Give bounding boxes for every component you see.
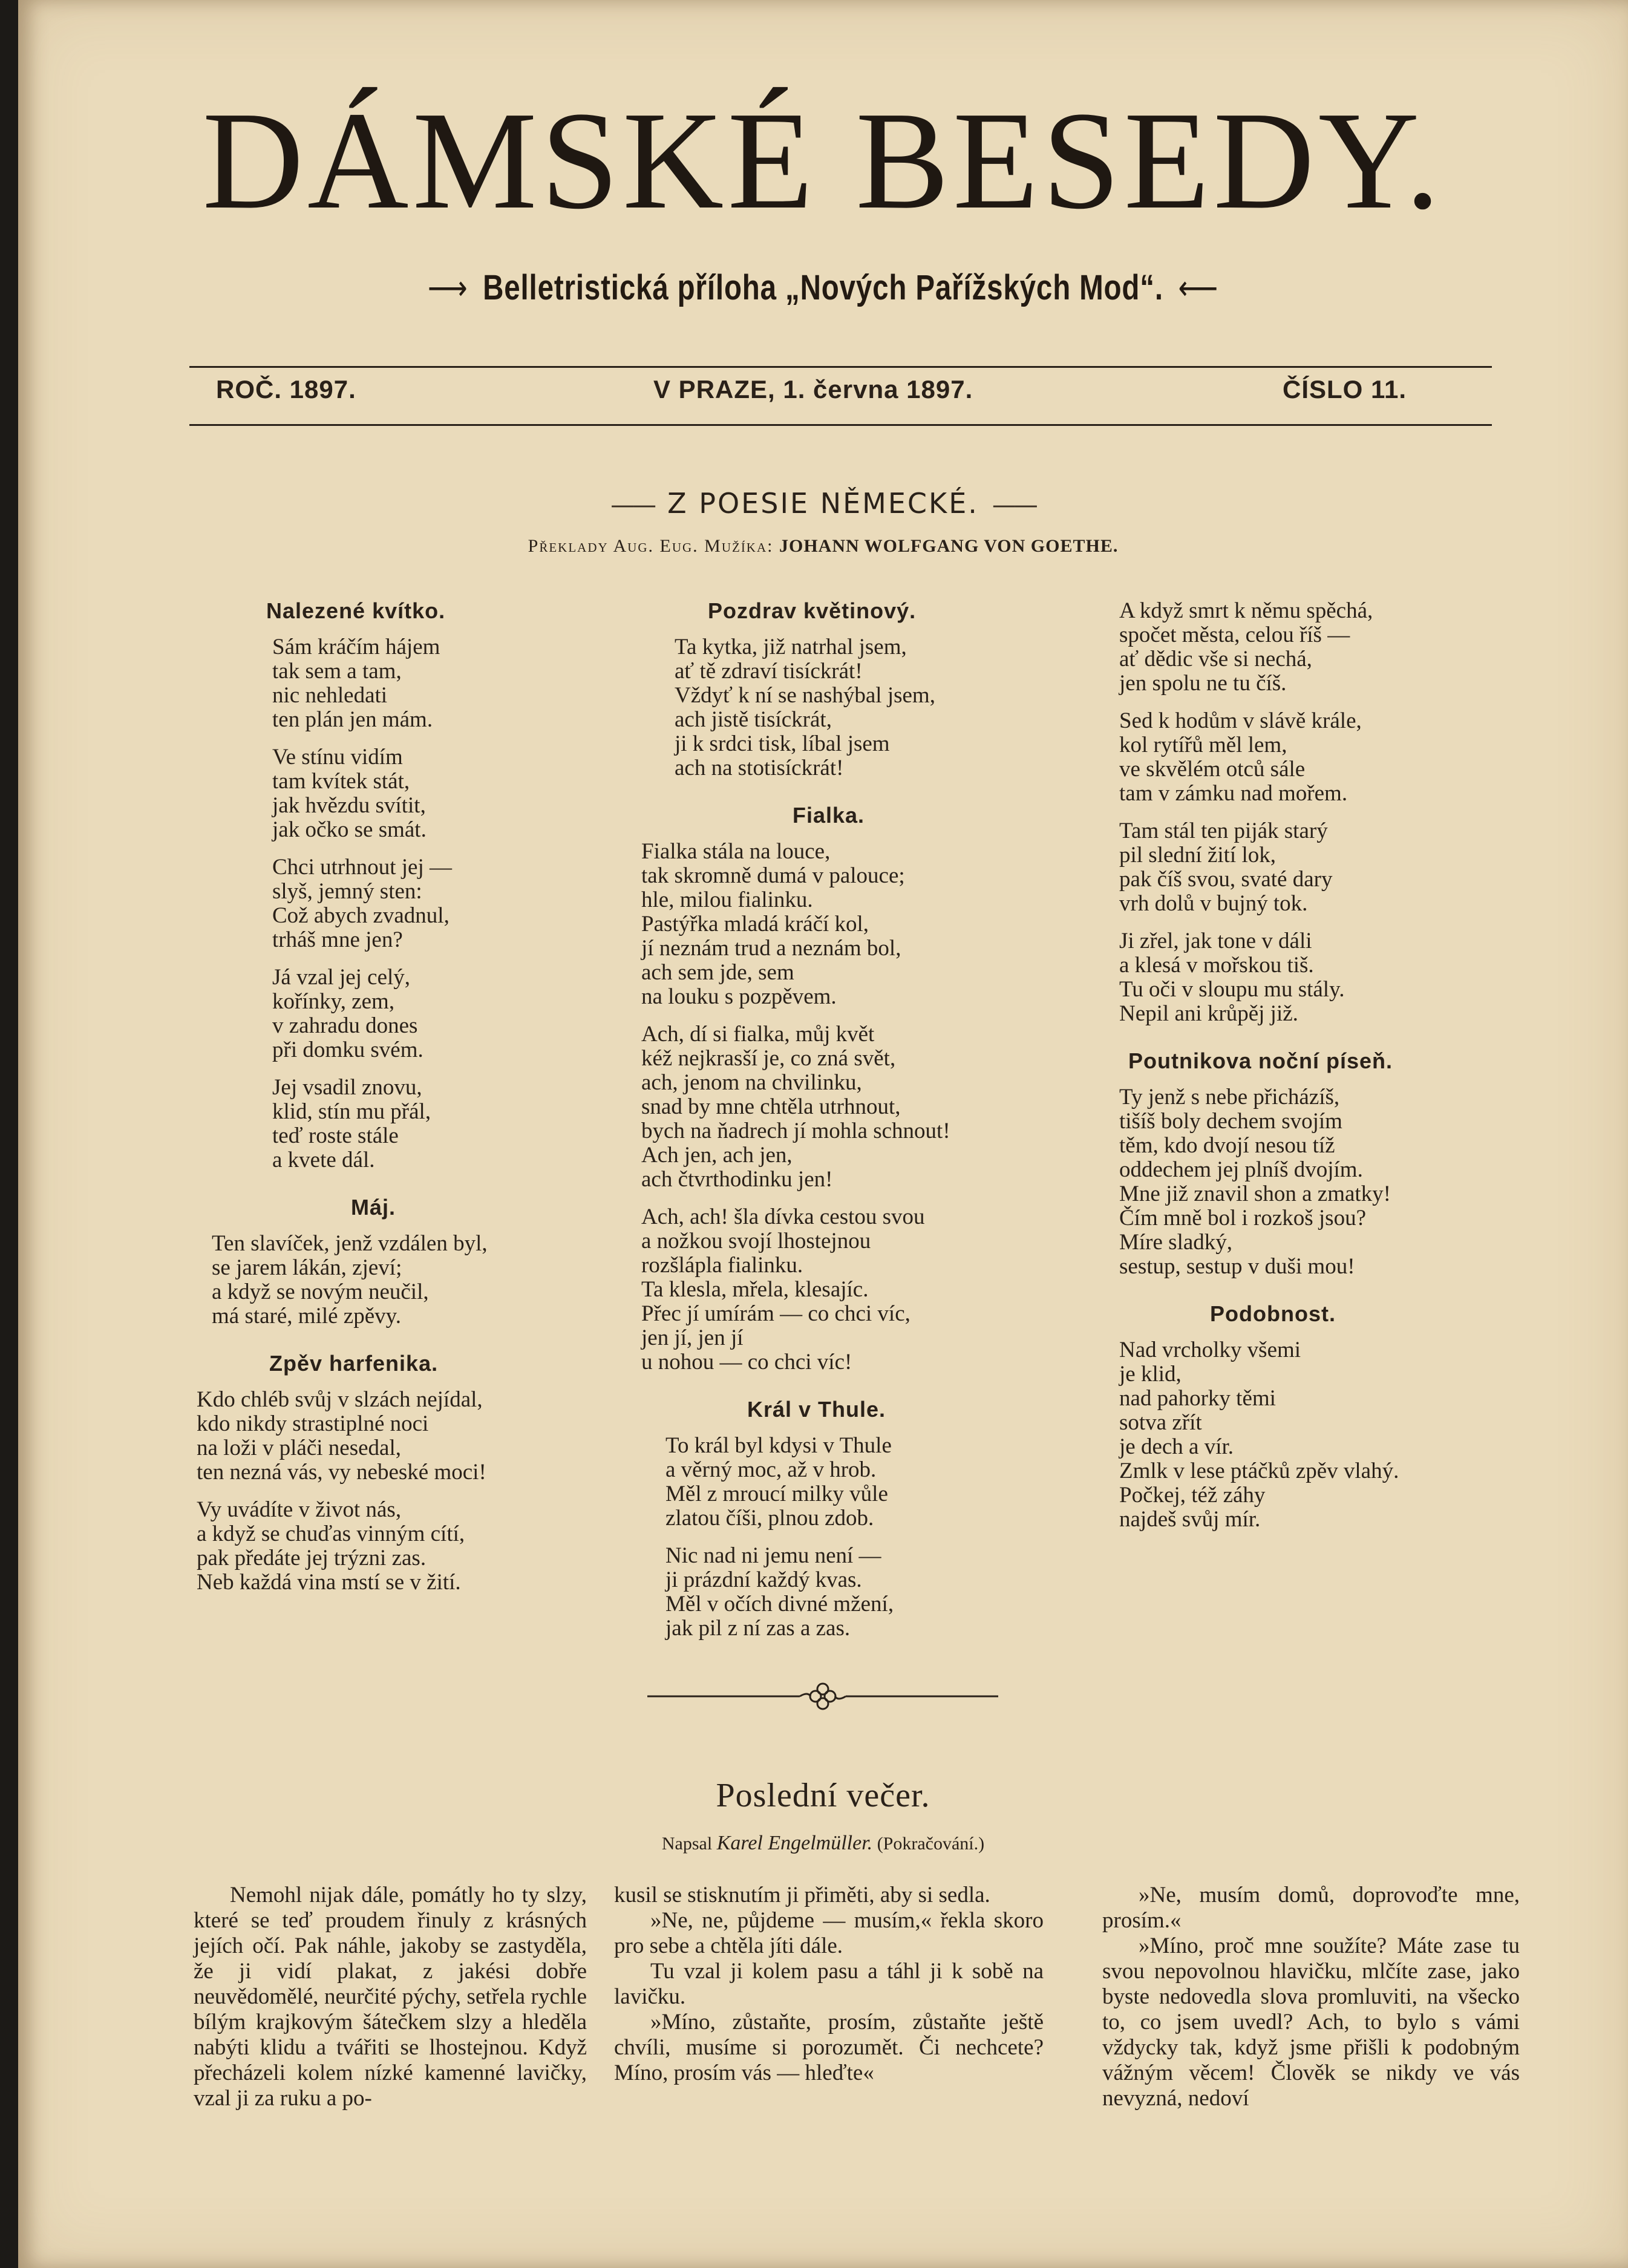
verse-line: hle, milou fialinku. <box>641 887 813 912</box>
right-flourish-icon: ⟵ <box>1178 269 1219 308</box>
verse-line: tak sem a tam, <box>272 659 402 684</box>
verse-line: Já vzal jej celý, <box>272 965 411 990</box>
story-column-2 <box>614 1883 1044 2086</box>
verse-line: Mne již znavil shon a zmatky! <box>1119 1181 1391 1206</box>
verse-line: Což abych zvadnul, <box>272 903 449 928</box>
poet-name: JOHANN WOLFGANG VON GOETHE. <box>779 536 1119 556</box>
verse-line: Sám kráčím hájem <box>272 635 440 659</box>
verse-line: Měl v očích divné mžení, <box>665 1592 894 1616</box>
newspaper-page <box>18 0 1628 2268</box>
verse-line: Sed k hodům v slávě krále, <box>1119 708 1362 733</box>
verse-line: při domku svém. <box>272 1038 423 1062</box>
stanza <box>194 1498 569 1595</box>
section-heading <box>18 487 1628 520</box>
verse-line: a kvete dál. <box>272 1148 375 1172</box>
verse-line: je dech a vír. <box>1119 1434 1234 1459</box>
verse-line: jak očko se smát. <box>272 817 427 842</box>
verse-line: Měl z mroucí milky vůle <box>665 1482 888 1506</box>
verse-line: a když se novým neučil, <box>212 1279 429 1304</box>
verse-line: nad pahorky těmi <box>1119 1386 1276 1411</box>
stanza <box>194 635 569 732</box>
verse-line: sestup, sestup v duši mou! <box>1119 1254 1355 1279</box>
stanza <box>617 1544 1065 1641</box>
poem-title: Zpěv harfenika. <box>269 1351 439 1376</box>
verse-line: kořínky, zem, <box>272 989 395 1014</box>
stanza <box>194 1076 569 1172</box>
byline-prefix: Napsal <box>661 1834 713 1854</box>
masthead-subtitle: Belletristická příloha „Nových Pařížských Mod“. <box>483 268 1163 307</box>
verse-line: Vždyť k ní se nashýbal jsem, <box>675 683 935 708</box>
stanza <box>194 745 569 842</box>
verse-line: pak číš svou, svaté dary <box>1119 867 1333 892</box>
story-paragraph: »Míno, zůstaňte, prosím, zůstaňte ještě chvíli, musíme si porozumět. Či nechcete? Míno, prosím vás — hleďte« <box>614 2010 1044 2085</box>
story-paragraph: »Ne, musím domů, doprovoďte mne, prosím.« <box>1102 1883 1520 1933</box>
verse-line: ach jistě tisíckrát, <box>675 707 832 732</box>
story-paragraph: »Ne, ne, půjdeme — musím,« řekla skoro pro sebe a chtěla jíti dále. <box>614 1908 1044 1958</box>
stanza <box>1101 929 1525 1026</box>
poem-title: Nalezené kvítko. <box>266 598 446 623</box>
verse-line: Ve stínu vidím <box>272 745 403 770</box>
verse-line: sotva zřít <box>1119 1410 1202 1435</box>
verse-line: těm, kdo dvojí nesou tíž <box>1119 1133 1335 1158</box>
verse-line: v zahradu dones <box>272 1013 418 1038</box>
verse-line: a když se chuďas vinným cítí, <box>197 1521 465 1546</box>
story-paragraph: kusil se stisknutím ji přiměti, aby si sedla. <box>614 1883 990 1907</box>
verse-line: Tu oči v sloupu mu stály. <box>1119 977 1345 1002</box>
stanza <box>194 966 569 1062</box>
masthead-title: DÁMSKÉ BESEDY. <box>202 83 1444 238</box>
verse-line: ach čtvrthodinku jen! <box>641 1167 833 1192</box>
verse-line: jak hvězdu svítit, <box>272 793 426 818</box>
verse-line: ji prázdní každý kvas. <box>665 1567 862 1592</box>
verse-line: jen spolu ne tu číš. <box>1119 671 1287 696</box>
masthead-subtitle-row <box>163 267 1483 308</box>
stanza <box>1101 1085 1525 1279</box>
verse-line: rozšlápla fialinku. <box>641 1253 803 1278</box>
poem-title: Fialka. <box>793 803 865 828</box>
verse-line: Kdo chléb svůj v slzách nejídal, <box>197 1387 483 1412</box>
stanza <box>194 855 569 952</box>
verse-line: Ty jenž s nebe přicházíš, <box>1119 1085 1340 1109</box>
issue-place-date: V PRAZE, 1. června 1897. <box>653 375 973 404</box>
section-title: Z POESIE NĚMECKÉ. <box>667 487 979 520</box>
verse-line: ach sem jde, sem <box>641 960 794 985</box>
verse-line: oddechem jej plníš dvojím. <box>1119 1157 1363 1182</box>
verse-line: Přec jí umírám — co chci víc, <box>641 1301 910 1326</box>
poem-title: Poutnikova noční píseň. <box>1128 1048 1393 1073</box>
verse-line: nic nehledati <box>272 683 388 708</box>
verse-line: snad by mne chtěla utrhnout, <box>641 1094 901 1119</box>
verse-line: trháš mne jen? <box>272 927 403 952</box>
verse-line: To král byl kdysi v Thule <box>665 1433 892 1458</box>
verse-line: Chci utrhnout jej — <box>272 855 452 880</box>
verse-line: Neb každá vina mstí se v žití. <box>197 1570 461 1595</box>
stanza <box>617 635 1065 780</box>
verse-line: Nic nad ni jemu není — <box>665 1543 881 1568</box>
story-paragraph: »Míno, proč mne soužíte? Máte zase tu svou nepovolnou hlavičku, mlčíte zase, jako byste nedovedla slova promluviti, na všecko to, co jsem uvedl? Ach, to bylo s vámi vždycky tak, když jsme přišli k podobným vážným věcem! Člověk se nikdy ve vás nevyzná, nedoví <box>1102 1933 1520 2111</box>
verse-line: ach na stotisíckrát! <box>675 756 844 780</box>
verse-line: tak skromně dumá v palouce; <box>641 863 905 888</box>
poem-title: Král v Thule. <box>747 1397 886 1422</box>
issue-number: ČÍSLO 11. <box>1283 375 1407 404</box>
verse-line: Ta klesla, mřela, klesajíc. <box>641 1277 869 1302</box>
verse-line: kéž nejkrasší je, co zná svět, <box>641 1046 896 1071</box>
issue-year: ROČ. 1897. <box>216 375 356 404</box>
verse-line: a klesá v mořskou tiš. <box>1119 953 1314 978</box>
story-column-3 <box>1102 1883 1520 2111</box>
verse-line: ať tě zdraví tisíckrát! <box>675 659 863 684</box>
ornament-divider-icon <box>641 1678 1004 1714</box>
verse-line: má staré, milé zpěvy. <box>212 1304 402 1328</box>
dateline-top-rule <box>189 366 1492 368</box>
poem-title: Pozdrav květinový. <box>708 598 917 623</box>
verse-line: A když smrt k němu spěchá, <box>1119 598 1373 623</box>
stanza <box>1101 599 1525 696</box>
verse-line: na louku s pozpěvem. <box>641 984 837 1009</box>
story-author: Karel Engelmüller. <box>716 1832 873 1854</box>
verse-line: Počkej, též záhy <box>1119 1483 1266 1508</box>
verse-line: Ji zřel, jak tone v dáli <box>1119 929 1312 953</box>
verse-line: Ten slavíček, jenž vzdálen byl, <box>212 1231 488 1256</box>
stanza <box>1101 1338 1525 1532</box>
verse-line: Ach, ach! šla dívka cestou svou <box>641 1204 925 1229</box>
verse-line: Ach, dí si fialka, můj květ <box>641 1022 875 1047</box>
verse-line: ve skvělém otců sále <box>1119 757 1306 782</box>
verse-line: Fialka stála na louce, <box>641 839 831 864</box>
verse-line: se jarem lákán, zjeví; <box>212 1255 402 1280</box>
verse-line: tam kvítek stát, <box>272 769 410 794</box>
verse-line: je klid, <box>1119 1362 1182 1387</box>
left-flourish-icon: ⟶ <box>427 269 468 308</box>
verse-line: Zmlk v lese ptáčků zpěv vlahý. <box>1119 1459 1399 1483</box>
verse-line: ten nezná vás, vy nebeské moci! <box>197 1460 486 1485</box>
verse-line: Tam stál ten piják starý <box>1119 819 1328 843</box>
stanza <box>617 1205 1065 1374</box>
stanza <box>194 1388 569 1485</box>
verse-line: Jej vsadil znovu, <box>272 1075 422 1100</box>
verse-line: pak předáte jej trýzni zas. <box>197 1546 427 1570</box>
story-byline <box>18 1832 1628 1855</box>
poem-column-3 <box>1101 599 1525 1545</box>
stanza <box>194 1232 569 1328</box>
verse-line: Vy uvádíte v život nás, <box>197 1497 402 1522</box>
verse-line: pil slední žití lok, <box>1119 843 1276 868</box>
verse-line: klid, stín mu přál, <box>272 1099 431 1124</box>
verse-line: Nepil ani krůpěj již. <box>1119 1001 1298 1026</box>
story-title: Poslední večer. <box>716 1777 930 1814</box>
poem-title: Máj. <box>351 1195 396 1220</box>
poem-column-1 <box>194 599 569 1608</box>
verse-line: Ach jen, ach jen, <box>641 1143 793 1168</box>
verse-line: ach, jenom na chvilinku, <box>641 1070 862 1095</box>
verse-line: najdeš svůj mír. <box>1119 1507 1261 1532</box>
verse-line: tišíš boly dechem svojím <box>1119 1109 1342 1134</box>
verse-line: u nohou — co chci víc! <box>641 1350 852 1374</box>
right-dash-icon: —— <box>992 491 1036 519</box>
story-paragraph: Nemohl nijak dále, pomátly ho ty slzy, které se teď proudem řinuly z krásných jejích očí. Pak náhle, jakoby se zastyděla, že ji vidí plakat, z jakési dobře neuvědomělé, neurčité pýchy, setřela rychle bílým krajkovým šátečkem slzy a hleděla nabýti klidu a tvářiti se lhostejnou. Když přecházeli kolem nízké kamenné lavičky, vzal ji za ruku a po- <box>194 1883 587 2111</box>
verse-line: a věrný moc, až v hrob. <box>665 1457 877 1482</box>
verse-line: Nad vrcholky všemi <box>1119 1338 1301 1362</box>
story-paragraph: Tu vzal ji kolem pasu a táhl ji k sobě na lavičku. <box>614 1959 1044 2009</box>
verse-line: teď roste stále <box>272 1123 399 1148</box>
verse-line: ten plán jen mám. <box>272 707 433 732</box>
verse-line: ať dědic vše si nechá, <box>1119 647 1312 672</box>
stanza <box>1101 819 1525 916</box>
dateline-bottom-rule <box>189 424 1492 426</box>
verse-line: a nožkou svojí lhostejnou <box>641 1229 871 1253</box>
verse-line: zlatou číši, plnou zdob. <box>665 1506 874 1531</box>
translation-credit <box>18 536 1628 557</box>
verse-line: spočet města, celou říš — <box>1119 623 1350 647</box>
verse-line: na loži v pláči nesedal, <box>197 1436 402 1460</box>
verse-line: jí neznám trud a neznám bol, <box>641 936 901 961</box>
poem-column-2 <box>617 599 1065 1654</box>
poem-title: Podobnost. <box>1210 1301 1336 1326</box>
continuation-note: (Pokračování.) <box>877 1834 985 1854</box>
verse-line: kdo nikdy strastiplné noci <box>197 1411 429 1436</box>
stanza <box>617 1434 1065 1531</box>
verse-line: bych na ňadrech jí mohla schnout! <box>641 1119 950 1143</box>
stanza <box>1101 709 1525 806</box>
verse-line: jen jí, jen jí <box>641 1325 744 1350</box>
verse-line: ji k srdci tisk, líbal jsem <box>675 731 890 756</box>
verse-line: vrh dolů v bujný tok. <box>1119 891 1308 916</box>
left-dash-icon: —— <box>610 491 655 519</box>
story-column-1 <box>194 1883 587 2111</box>
verse-line: slyš, jemný sten: <box>272 879 422 904</box>
verse-line: Míre sladký, <box>1119 1230 1233 1255</box>
verse-line: tam v zámku nad mořem. <box>1119 781 1348 806</box>
verse-line: Pastýřka mladá kráčí kol, <box>641 912 869 936</box>
stanza <box>617 840 1065 1009</box>
stanza <box>617 1022 1065 1192</box>
translation-prefix: Překlady Aug. Eug. Mužíka: <box>528 536 774 556</box>
verse-line: kol rytířů měl lem, <box>1119 733 1287 757</box>
verse-line: Ta kytka, již natrhal jsem, <box>675 635 907 659</box>
verse-line: Čím mně bol i rozkoš jsou? <box>1119 1206 1366 1230</box>
verse-line: jak pil z ní zas a zas. <box>665 1616 851 1641</box>
